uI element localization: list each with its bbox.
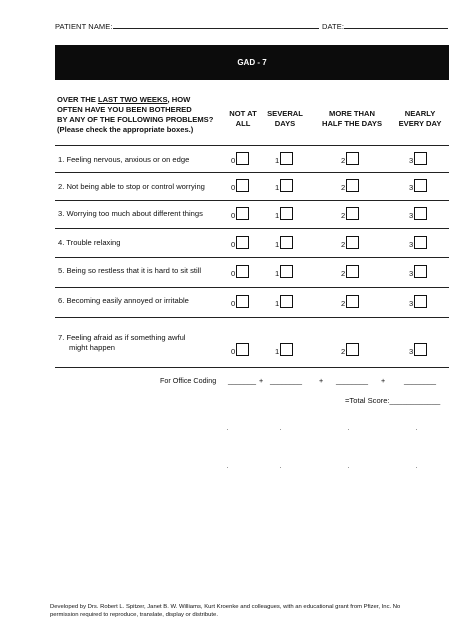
column-header-line: NEARLY: [404, 109, 436, 118]
scan-dot: [280, 429, 281, 430]
score-value: 3: [409, 156, 414, 165]
score-value: 0: [231, 183, 236, 192]
row-divider: [55, 287, 449, 288]
checkbox[interactable]: [280, 152, 293, 165]
instructions: [57, 95, 217, 135]
score-value: 0: [231, 299, 236, 308]
patient-name-field[interactable]: [55, 21, 319, 31]
checkbox[interactable]: [236, 295, 249, 308]
answer-1-nearly-every-day[interactable]: [409, 152, 427, 165]
answer-4-more-than-half[interactable]: [341, 236, 359, 249]
answer-6-not-at-all[interactable]: [231, 295, 249, 308]
score-value: 3: [409, 240, 414, 249]
checkbox[interactable]: [236, 179, 249, 192]
column-header-line: DAYS: [274, 119, 296, 128]
scan-dot: [227, 467, 228, 468]
question-1: [58, 155, 228, 165]
checkbox[interactable]: [346, 343, 359, 356]
question-4: [58, 238, 228, 248]
answer-7-nearly-every-day[interactable]: [409, 343, 427, 356]
checkbox[interactable]: [346, 179, 359, 192]
checkbox[interactable]: [346, 265, 359, 278]
column-header-line: EVERY DAY: [398, 119, 442, 128]
answer-3-nearly-every-day[interactable]: [409, 207, 427, 220]
checkbox[interactable]: [414, 152, 427, 165]
checkbox[interactable]: [280, 295, 293, 308]
score-value: 1: [275, 347, 280, 356]
checkbox[interactable]: [280, 207, 293, 220]
footer-line: permission required to reproduce, translate, display or distribute.: [50, 612, 218, 618]
checkbox[interactable]: [236, 152, 249, 165]
form-title-banner: [55, 45, 449, 80]
answer-4-nearly-every-day[interactable]: [409, 236, 427, 249]
patient-name-line[interactable]: [113, 21, 319, 29]
score-value: 0: [231, 240, 236, 249]
row-divider: [55, 317, 449, 318]
score-value: 1: [275, 299, 280, 308]
score-value: 0: [231, 156, 236, 165]
checkbox[interactable]: [414, 265, 427, 278]
answer-7-more-than-half[interactable]: [341, 343, 359, 356]
answer-3-several-days[interactable]: [275, 207, 293, 220]
score-value: 2: [341, 240, 346, 249]
question-text: 6. Becoming easily annoyed or irritable: [58, 296, 189, 305]
instructions-suffix: , HOW: [167, 95, 191, 104]
question-2: [58, 182, 228, 192]
footer-line: Developed by Drs. Robert L. Spitzer, Janet B. W. Williams, Kurt Kroenke and colleagues, with an educational grant from Pfizer, Inc. No: [50, 604, 401, 610]
checkbox[interactable]: [236, 207, 249, 220]
column-header-several-days: [267, 109, 303, 129]
instructions-prefix: OVER THE: [57, 95, 98, 104]
column-header-not-at-all: [229, 109, 256, 129]
checkbox[interactable]: [280, 265, 293, 278]
instructions-line-4: (Please check the appropriate boxes.): [57, 125, 194, 134]
date-label: DATE:: [322, 22, 345, 31]
scan-dot: [280, 467, 281, 468]
checkbox[interactable]: [414, 343, 427, 356]
score-value: 3: [409, 183, 414, 192]
answer-4-not-at-all[interactable]: [231, 236, 249, 249]
score-value: 0: [231, 347, 236, 356]
row-divider: [55, 228, 449, 229]
column-header-line: MORE THAN: [329, 109, 375, 118]
score-value: 2: [341, 183, 346, 192]
checkbox[interactable]: [236, 265, 249, 278]
patient-name-label: PATIENT NAME:: [55, 22, 113, 31]
answer-6-nearly-every-day[interactable]: [409, 295, 427, 308]
row-divider: [55, 172, 449, 173]
column-header-line: SEVERAL: [267, 109, 303, 118]
answer-3-not-at-all[interactable]: [231, 207, 249, 220]
row-divider: [55, 257, 449, 258]
question-text-continued: might happen: [69, 343, 116, 352]
answer-6-several-days[interactable]: [275, 295, 293, 308]
form-title: GAD - 7: [237, 58, 267, 67]
scan-dot: [416, 467, 417, 468]
row-divider: [55, 367, 449, 368]
instructions-line-2: OFTEN HAVE YOU BEEN BOTHERED: [57, 105, 192, 114]
question-text: 5. Being so restless that it is hard to sit still: [58, 266, 202, 275]
score-value: 1: [275, 269, 280, 278]
scan-dot: [348, 429, 349, 430]
coding-plus: +: [259, 376, 264, 385]
total-score: =Total Score:____________: [345, 396, 441, 405]
answer-3-more-than-half[interactable]: [341, 207, 359, 220]
answer-1-not-at-all[interactable]: [231, 152, 249, 165]
checkbox[interactable]: [280, 236, 293, 249]
date-field[interactable]: [322, 21, 448, 31]
score-value: 2: [341, 347, 346, 356]
score-value: 1: [275, 211, 280, 220]
scan-dot: [416, 429, 417, 430]
answer-2-nearly-every-day[interactable]: [409, 179, 427, 192]
column-header-more-than-half: [322, 109, 382, 129]
coding-blank-0: _______: [228, 376, 256, 385]
answer-5-nearly-every-day[interactable]: [409, 265, 427, 278]
question-3: [58, 209, 228, 219]
answer-2-several-days[interactable]: [275, 179, 293, 192]
score-value: 1: [275, 156, 280, 165]
answer-4-several-days[interactable]: [275, 236, 293, 249]
question-7: [58, 333, 228, 353]
answer-5-several-days[interactable]: [275, 265, 293, 278]
score-value: 3: [409, 269, 414, 278]
instructions-line-1: [57, 95, 217, 105]
column-header-line: HALF THE DAYS: [321, 119, 383, 128]
question-text: 4. Trouble relaxing: [58, 238, 121, 247]
scan-dot: [348, 467, 349, 468]
column-header-line: NOT AT: [229, 109, 257, 118]
score-value: 1: [275, 183, 280, 192]
question-text: 3. Worrying too much about different things: [58, 209, 203, 218]
score-value: 2: [341, 211, 346, 220]
score-value: 0: [231, 211, 236, 220]
row-divider: [55, 200, 449, 201]
answer-2-more-than-half[interactable]: [341, 179, 359, 192]
column-header-line: ALL: [235, 119, 251, 128]
checkbox[interactable]: [280, 343, 293, 356]
instructions-underlined: LAST TWO WEEKS: [97, 95, 168, 104]
instructions-line-3: BY ANY OF THE FOLLOWING PROBLEMS?: [57, 115, 214, 124]
score-value: 0: [231, 269, 236, 278]
question-5: [58, 266, 228, 276]
checkbox[interactable]: [280, 179, 293, 192]
answer-6-more-than-half[interactable]: [341, 295, 359, 308]
answer-2-not-at-all[interactable]: [231, 179, 249, 192]
question-text: 7. Feeling afraid as if something awful: [58, 333, 186, 342]
checkbox[interactable]: [414, 207, 427, 220]
row-divider: [55, 145, 449, 146]
question-6: [58, 296, 228, 306]
score-value: 2: [341, 269, 346, 278]
score-value: 2: [341, 156, 346, 165]
answer-5-not-at-all[interactable]: [231, 265, 249, 278]
coding-plus: +: [381, 376, 386, 385]
score-value: 3: [409, 347, 414, 356]
checkbox[interactable]: [414, 236, 427, 249]
answer-5-more-than-half[interactable]: [341, 265, 359, 278]
score-value: 3: [409, 299, 414, 308]
checkbox[interactable]: [346, 236, 359, 249]
footer-credit: [50, 603, 450, 619]
checkbox[interactable]: [346, 295, 359, 308]
checkbox[interactable]: [414, 295, 427, 308]
coding-blank-3: ________: [404, 376, 436, 385]
coding-blank-1: ________: [270, 376, 302, 385]
checkbox[interactable]: [346, 152, 359, 165]
answer-7-not-at-all[interactable]: [231, 343, 249, 356]
coding-plus: +: [319, 376, 324, 385]
score-value: 2: [341, 299, 346, 308]
score-value: 1: [275, 240, 280, 249]
checkbox[interactable]: [346, 207, 359, 220]
office-coding-label: For Office Coding: [160, 376, 217, 385]
question-text: 1. Feeling nervous, anxious or on edge: [58, 155, 190, 164]
coding-blank-2: ________: [336, 376, 368, 385]
answer-1-several-days[interactable]: [275, 152, 293, 165]
checkbox[interactable]: [414, 179, 427, 192]
score-value: 3: [409, 211, 414, 220]
question-text: 2. Not being able to stop or control worrying: [58, 182, 205, 191]
answer-1-more-than-half[interactable]: [341, 152, 359, 165]
scan-dot: [227, 429, 228, 430]
answer-7-several-days[interactable]: [275, 343, 293, 356]
checkbox[interactable]: [236, 236, 249, 249]
date-line[interactable]: [344, 21, 448, 29]
column-header-nearly-every-day: [399, 109, 442, 129]
checkbox[interactable]: [236, 343, 249, 356]
